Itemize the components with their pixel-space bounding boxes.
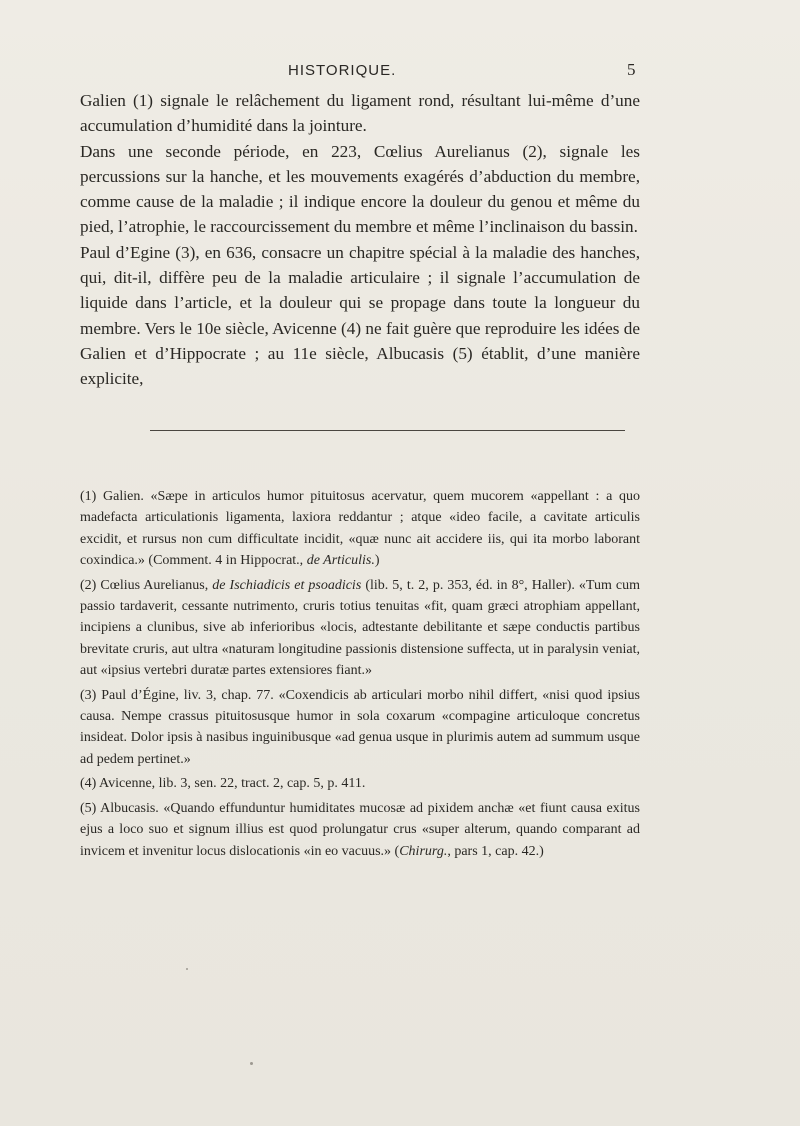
paper-speck	[186, 968, 188, 970]
footnote-separator	[150, 430, 625, 431]
page-header	[0, 62, 800, 84]
footnote-5: (5) Albucasis. «Quando effunduntur humiditates mucosæ ad pixidem anchæ «et fiunt causa exitus ejus a loco suo et signum illius est quod prolungatur crus «super alterum, quando comparant ad invicem et invenitur locus dislocationis «in eo vacuus.» (Chirurg., pars 1, cap. 42.)	[80, 800, 640, 859]
footnote-3: (3) Paul d’Égine, liv. 3, chap. 77. «Coxendicis ab articulari morbo nihil differt, «nisi quod ipsius causa. Nempe crassus pituitosusque humor in sola coxarum «compagine articuloque concretus insideat. Dolor ipsis à nasibus inguinibusque «ad genua usque in plurimis autem ad summum usque ad pedem pertinet.»	[80, 687, 640, 767]
footnotes	[80, 486, 640, 862]
page-number: 5	[627, 60, 636, 79]
footnote-2: (2) Cœlius Aurelianus, de Ischiadicis et psoadicis (lib. 5, t. 2, p. 353, éd. in 8°, Haller). «Tum cum passio tardaverit, cessante nutrimento, cruris totius tenuitas «fit, quam græci atrophiam appellant, incipiens a clunibus, sive ab inferioribus «locis, adtestante debilitante et sæpe conductis partibus brevitate cruris, aut ultra «naturam longitudine passionis distensione suffecta, ut in paralysin veniat, aut «ipsius vertebri duratæ partes extensiores fiant.»	[80, 577, 640, 679]
paragraph-coelius: Dans une seconde période, en 223, Cœlius Aurelianus (2), signale les percussions sur la hanche, et les mouvements exagérés d’abduction du membre, comme cause de la maladie ; il indique encore la douleur du genou et même du pied, l’atrophie, le raccourcissement du membre et même l’inclinaison du bassin.	[80, 141, 640, 237]
footnote-1: (1) Galien. «Sæpe in articulos humor pituitosus acervatur, quem mucorem «appellant : a quo madefacta articulationis ligamenta, laxiora reddantur ; atque «ideo facile, a cavitate articulis excidit, et rursus non cum difficultate incidit, «quæ nunc ait accidere iis, qui ita morbo laborant coxindica.» (Comment. 4 in Hippocrat., de Articulis.)	[80, 489, 640, 569]
paragraph-galien: Galien (1) signale le relâchement du ligament rond, résultant lui-même d’une accumulation d’humidité dans la jointure.	[80, 91, 640, 136]
main-text	[80, 88, 640, 392]
footnote-4: (4) Avicenne, lib. 3, sen. 22, tract. 2, cap. 5, p. 411.	[80, 776, 366, 792]
paper-speck	[250, 1062, 253, 1065]
running-title: HISTORIQUE.	[288, 62, 397, 79]
paragraph-paul-degine: Paul d’Egine (3), en 636, consacre un chapitre spécial à la maladie des hanches, qui, dit-il, diffère peu de la maladie articulaire ; il signale l’accumulation de liquide dans l’article, et la douleur qui se propage dans toute la longueur du membre. Vers le 10e siècle, Avicenne (4) ne fait guère que reproduire les idées de Galien et d’Hippocrate ; au 11e siècle, Albucasis (5) établit, d’une manière explicite,	[80, 242, 640, 389]
